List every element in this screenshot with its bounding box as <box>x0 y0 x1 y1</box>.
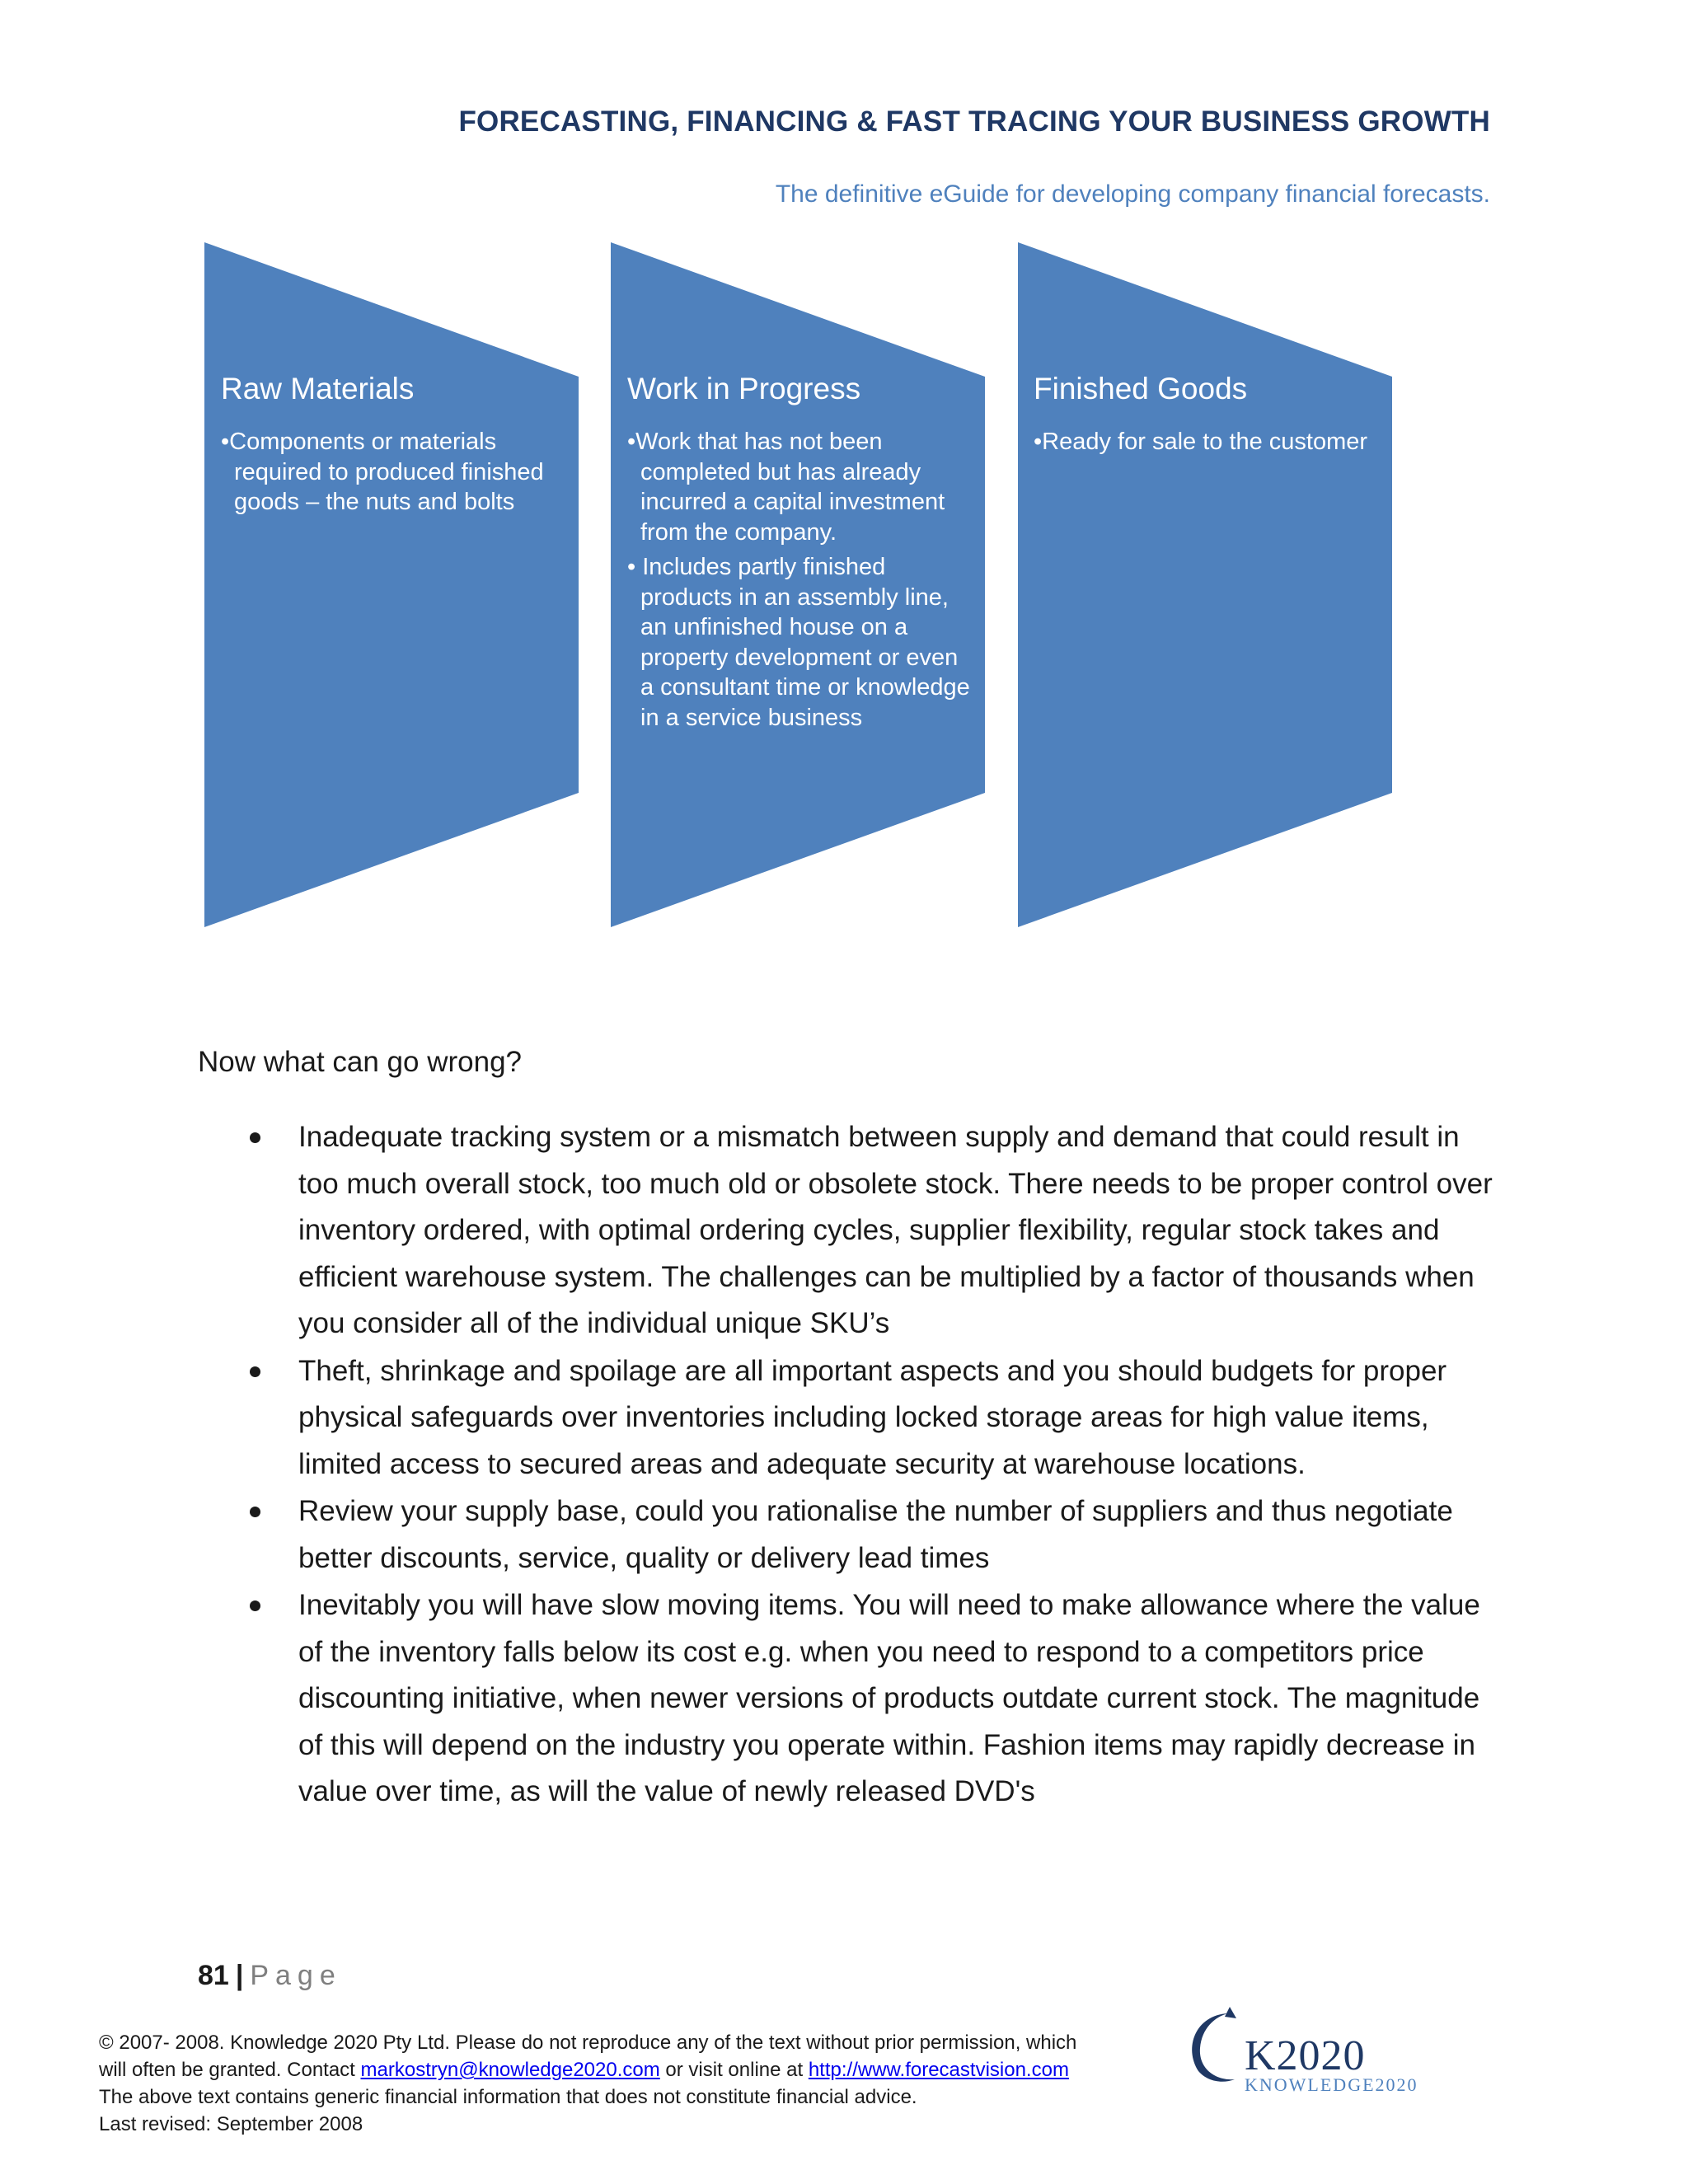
stage-bullet: • Includes partly finished products in an assembly line, an unfinished house on a property development or even a consultant time or knowledge in a service business <box>627 554 970 731</box>
stage-raw-materials <box>221 371 567 523</box>
stage-bullet: •Components or materials required to produced finished goods – the nuts and bolts <box>221 429 544 515</box>
header-subtitle: The definitive eGuide for developing company financial forecasts. <box>775 180 1490 208</box>
risk-bullet-list <box>247 1114 1500 1816</box>
website-link[interactable]: http://www.forecastvision.com <box>808 2059 1069 2081</box>
page-word: Page <box>250 1960 342 1991</box>
knowledge2020-logo <box>1179 1999 1426 2097</box>
logo-swoosh-icon <box>1179 1999 1253 2089</box>
list-item <box>247 1582 1500 1816</box>
footer-contact-mid: or visit online at <box>659 2059 809 2081</box>
stage-work-in-progress <box>627 371 973 738</box>
list-item-text: Theft, shrinkage and spoilage are all important aspects and you should budgets for proper physical safeguards over inventories including locked storage areas for high value items, limited access to secured areas and adequate security at warehouse locations. <box>298 1354 1447 1480</box>
finished-goods-shape <box>1018 242 1392 927</box>
page-number <box>198 1960 342 1992</box>
inventory-stages-diagram <box>198 239 1401 940</box>
list-item <box>247 1488 1500 1582</box>
logo-main-text: K2020 <box>1245 2032 1366 2079</box>
list-item-text: Inevitably you will have slow moving items. You will need to make allowance where the value of the inventory falls below its cost e.g. when you need to respond to a competitors price discounting initiative, when newer versions of products outdate current stock. The magnitude of this will depend on the industry you operate within. Fashion items may rapidly decrease in value over time, as will the value of newly released DVD's <box>298 1589 1480 1807</box>
stage-title: Work in Progress <box>627 372 861 405</box>
bullet-icon <box>250 1601 260 1611</box>
section-intro: Now what can go wrong? <box>198 1046 522 1078</box>
bullet-icon <box>250 1132 260 1143</box>
list-item <box>247 1348 1500 1488</box>
stage-title: Raw Materials <box>221 372 415 405</box>
email-link[interactable]: markostryn@knowledge2020.com <box>360 2059 660 2081</box>
footer-contact-pre: will often be granted. Contact <box>99 2059 361 2081</box>
list-item-text: Review your supply base, could you rationalise the number of suppliers and thus negotiate better discounts, service, quality or delivery lead times <box>298 1495 1453 1574</box>
logo-sub-text: KNOWLEDGE2020 <box>1245 2074 1418 2095</box>
raw-materials-shape <box>204 242 579 927</box>
footer-revised: Last revised: September 2008 <box>99 2113 363 2135</box>
page-number-value: 81 <box>198 1960 229 1991</box>
stage-bullet: •Work that has not been completed but has already incurred a capital investment from the company. <box>627 429 945 546</box>
stage-finished-goods <box>1034 371 1380 462</box>
footer-contact <box>99 2056 1170 2083</box>
footer-copyright: © 2007- 2008. Knowledge 2020 Pty Ltd. Please do not reproduce any of the text without prior permission, which <box>99 2032 1077 2054</box>
stage-bullet: •Ready for sale to the customer <box>1034 429 1368 455</box>
list-item <box>247 1114 1500 1347</box>
bullet-icon <box>250 1366 260 1377</box>
footer <box>99 2029 1170 2138</box>
header-title: FORECASTING, FINANCING & FAST TRACING YOUR BUSINESS GROWTH <box>458 105 1490 138</box>
page-separator: | <box>235 1960 244 1991</box>
stage-title: Finished Goods <box>1034 372 1248 405</box>
list-item-text: Inadequate tracking system or a mismatch between supply and demand that could result in too much overall stock, too much old or obsolete stock. There needs to be proper control over inventory ordered, with optimal ordering cycles, supplier flexibility, regular stock takes and efficient warehouse system. The challenges can be multiplied by a factor of thousands when you consider all of the individual unique SKU’s <box>298 1121 1493 1339</box>
bullet-icon <box>250 1507 260 1517</box>
footer-disclaimer: The above text contains generic financial information that does not constitute financial advice. <box>99 2086 917 2108</box>
